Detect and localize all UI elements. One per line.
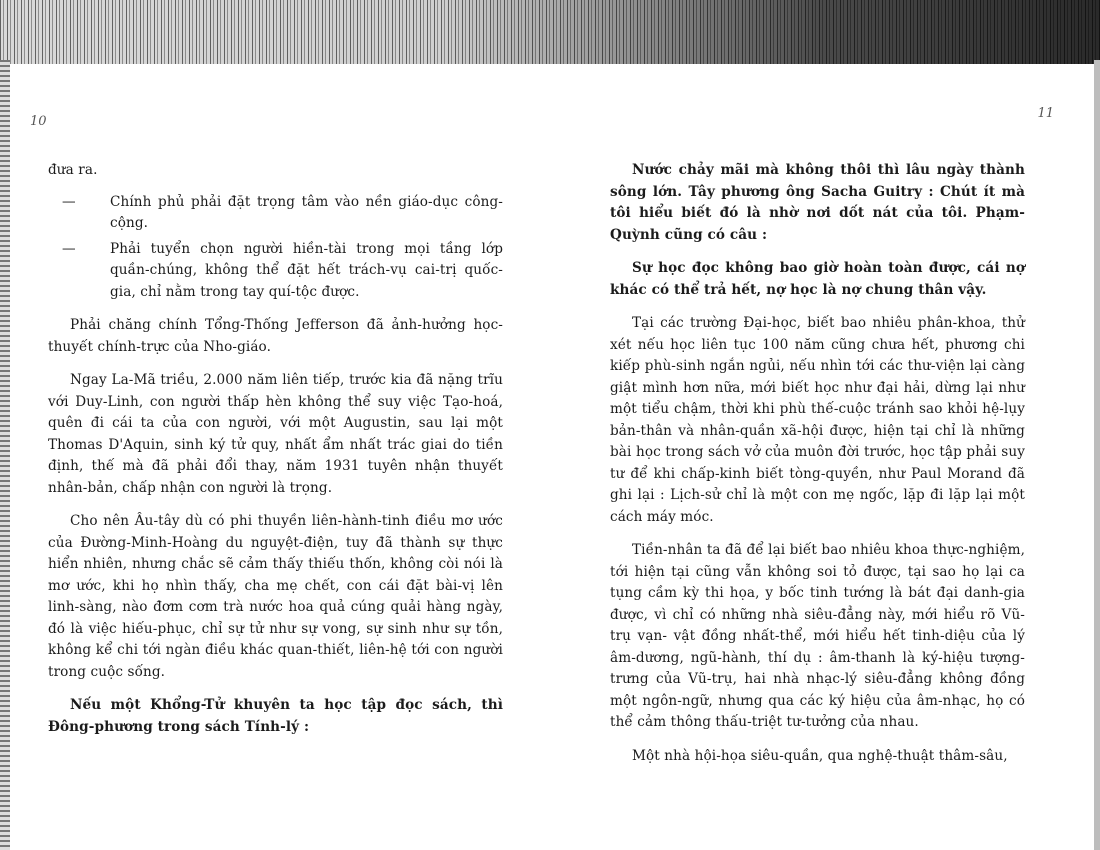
left-page-text	[48, 160, 503, 738]
scanner-edge	[0, 0, 1100, 64]
right-page	[560, 64, 1094, 850]
right-page-text	[610, 160, 1025, 767]
scanner-left-edge	[0, 60, 10, 850]
right-page-number: 11	[1037, 106, 1054, 121]
left-page-number: 10	[30, 114, 47, 129]
left-page	[10, 64, 545, 850]
opening-line: đưa ra.	[48, 162, 98, 178]
dash-marker: —	[62, 193, 76, 210]
bullet-item	[48, 239, 503, 304]
paragraph: Ngay La-Mã triều, 2.000 năm liên tiếp, trước kia đã nặng trĩu với Duy-Linh, con người thấp hèn không thể suy việc Tạo-hoá, quên đi cái ta của con người, với một Augustin, sau lại một Thomas D'Aquin, sinh ký tử quy, nhất ẩm nhất trác giai do tiền định, thế mà đã phải đổi thay, năm 1931 tuyên nhận thuyết nhân-bản, chấp nhận con người là trọng.	[48, 372, 503, 496]
dash-marker: —	[62, 240, 76, 257]
scanner-right-edge	[1094, 60, 1100, 850]
bullet-text: Phải tuyển chọn người hiền-tài trong mọi tầng lớp quần-chúng, không thể đặt hết trách-vụ cai-trị quốc-gia, chỉ nằm trong tay quí-tộc được.	[110, 240, 503, 300]
bullet-text: Chính phủ phải đặt trọng tâm vào nền giáo-dục công-cộng.	[110, 193, 503, 231]
paragraph: Cho nên Âu-tây dù có phi thuyền liên-hành-tinh điều mơ ước của Đường-Minh-Hoàng du nguyệt-điện, tuy đã thành sự thực hiển nhiên, nhưng chắc sẽ cảm thấy thiếu thốn, không còi nói là mơ ước, khi họ nhìn thấy, cha mẹ chết, con cái đặt bài-vị lên linh-sàng, nào đơm cơm trà nước hoa quả cúng quải hàng ngày, đó là việc hiếu-phục, chỉ sự tử như sự vong, sự sinh như sự tồn, không kể chi tới ngàn điều khác quan-thiết, liên-hệ tới con người trong cuộc sống.	[48, 513, 503, 680]
paragraph: Tại các trường Đại-học, biết bao nhiêu phân-khoa, thử xét nếu học liên tục 100 năm cũng chưa hết, phương chi kiếp phù-sinh ngắn ngủi, nếu nhìn tới các thư-viện lại càng giật mình hơn nữa, mới biết học như đại hải, dừng lại như một tiểu chậm, thời khi phù thế-cuộc tránh sao khỏi hệ-lụy bản-thân và nhân-quần xã-hội được, hiện tại chỉ là những bài học trong sách vở của muôn đời trước, học tập phải suy tư để khi chấp-kinh biết tòng-quyền, như Paul Morand đã ghi lại : Lịch-sử chỉ là một con mẹ ngốc, lặp đi lặp lại một cách máy móc.	[610, 315, 1025, 525]
paragraph: Nước chảy mãi mà không thôi thì lâu ngày thành sông lớn. Tây phương ông Sacha Guitry : Chút ít mà tôi hiểu biết đó là nhờ nơi dốt nát của tôi. Phạm-Quỳnh cũng có câu :	[610, 162, 1025, 243]
bullet-item	[48, 192, 503, 235]
paragraph: Phải chăng chính Tổng-Thống Jefferson đã ảnh-hưởng học-thuyết chính-trực của Nho-giáo.	[48, 317, 503, 355]
quote-paragraph: Sự học đọc không bao giờ hoàn toàn được, cái nợ khác có thể trả hết, nợ học là nợ chung thân vậy.	[610, 260, 1025, 298]
paragraph: Một nhà hội-họa siêu-quần, qua nghệ-thuật thâm-sâu,	[632, 747, 1008, 764]
paragraph: Tiền-nhân ta đã để lại biết bao nhiêu khoa thực-nghiệm, tới hiện tại cũng vẫn không soi tỏ được, tại sao họ lại ca tụng cầm kỳ thi họa, y bốc tinh tướng là bát đại danh-gia được, vì chỉ có những nhà siêu-đẳng này, mới hiểu rõ Vũ-trụ vạn- vật đồng nhất-thể, mới hiểu hết tinh-diệu của lý âm-dương, ngũ-hành, thí dụ : âm-thanh là ký-hiệu tượng-trưng của Vũ-trụ, hai nhà nhạc-lý siêu-đẳng không đồng một ngôn-ngữ, nhưng qua các ký hiệu của âm-nhạc, họ có thể cảm thông thấu-triệt tư-tưởng của nhau.	[610, 542, 1025, 730]
paragraph: Nếu một Khổng-Tử khuyên ta học tập đọc sách, thì Đông-phương trong sách Tính-lý :	[48, 697, 503, 735]
